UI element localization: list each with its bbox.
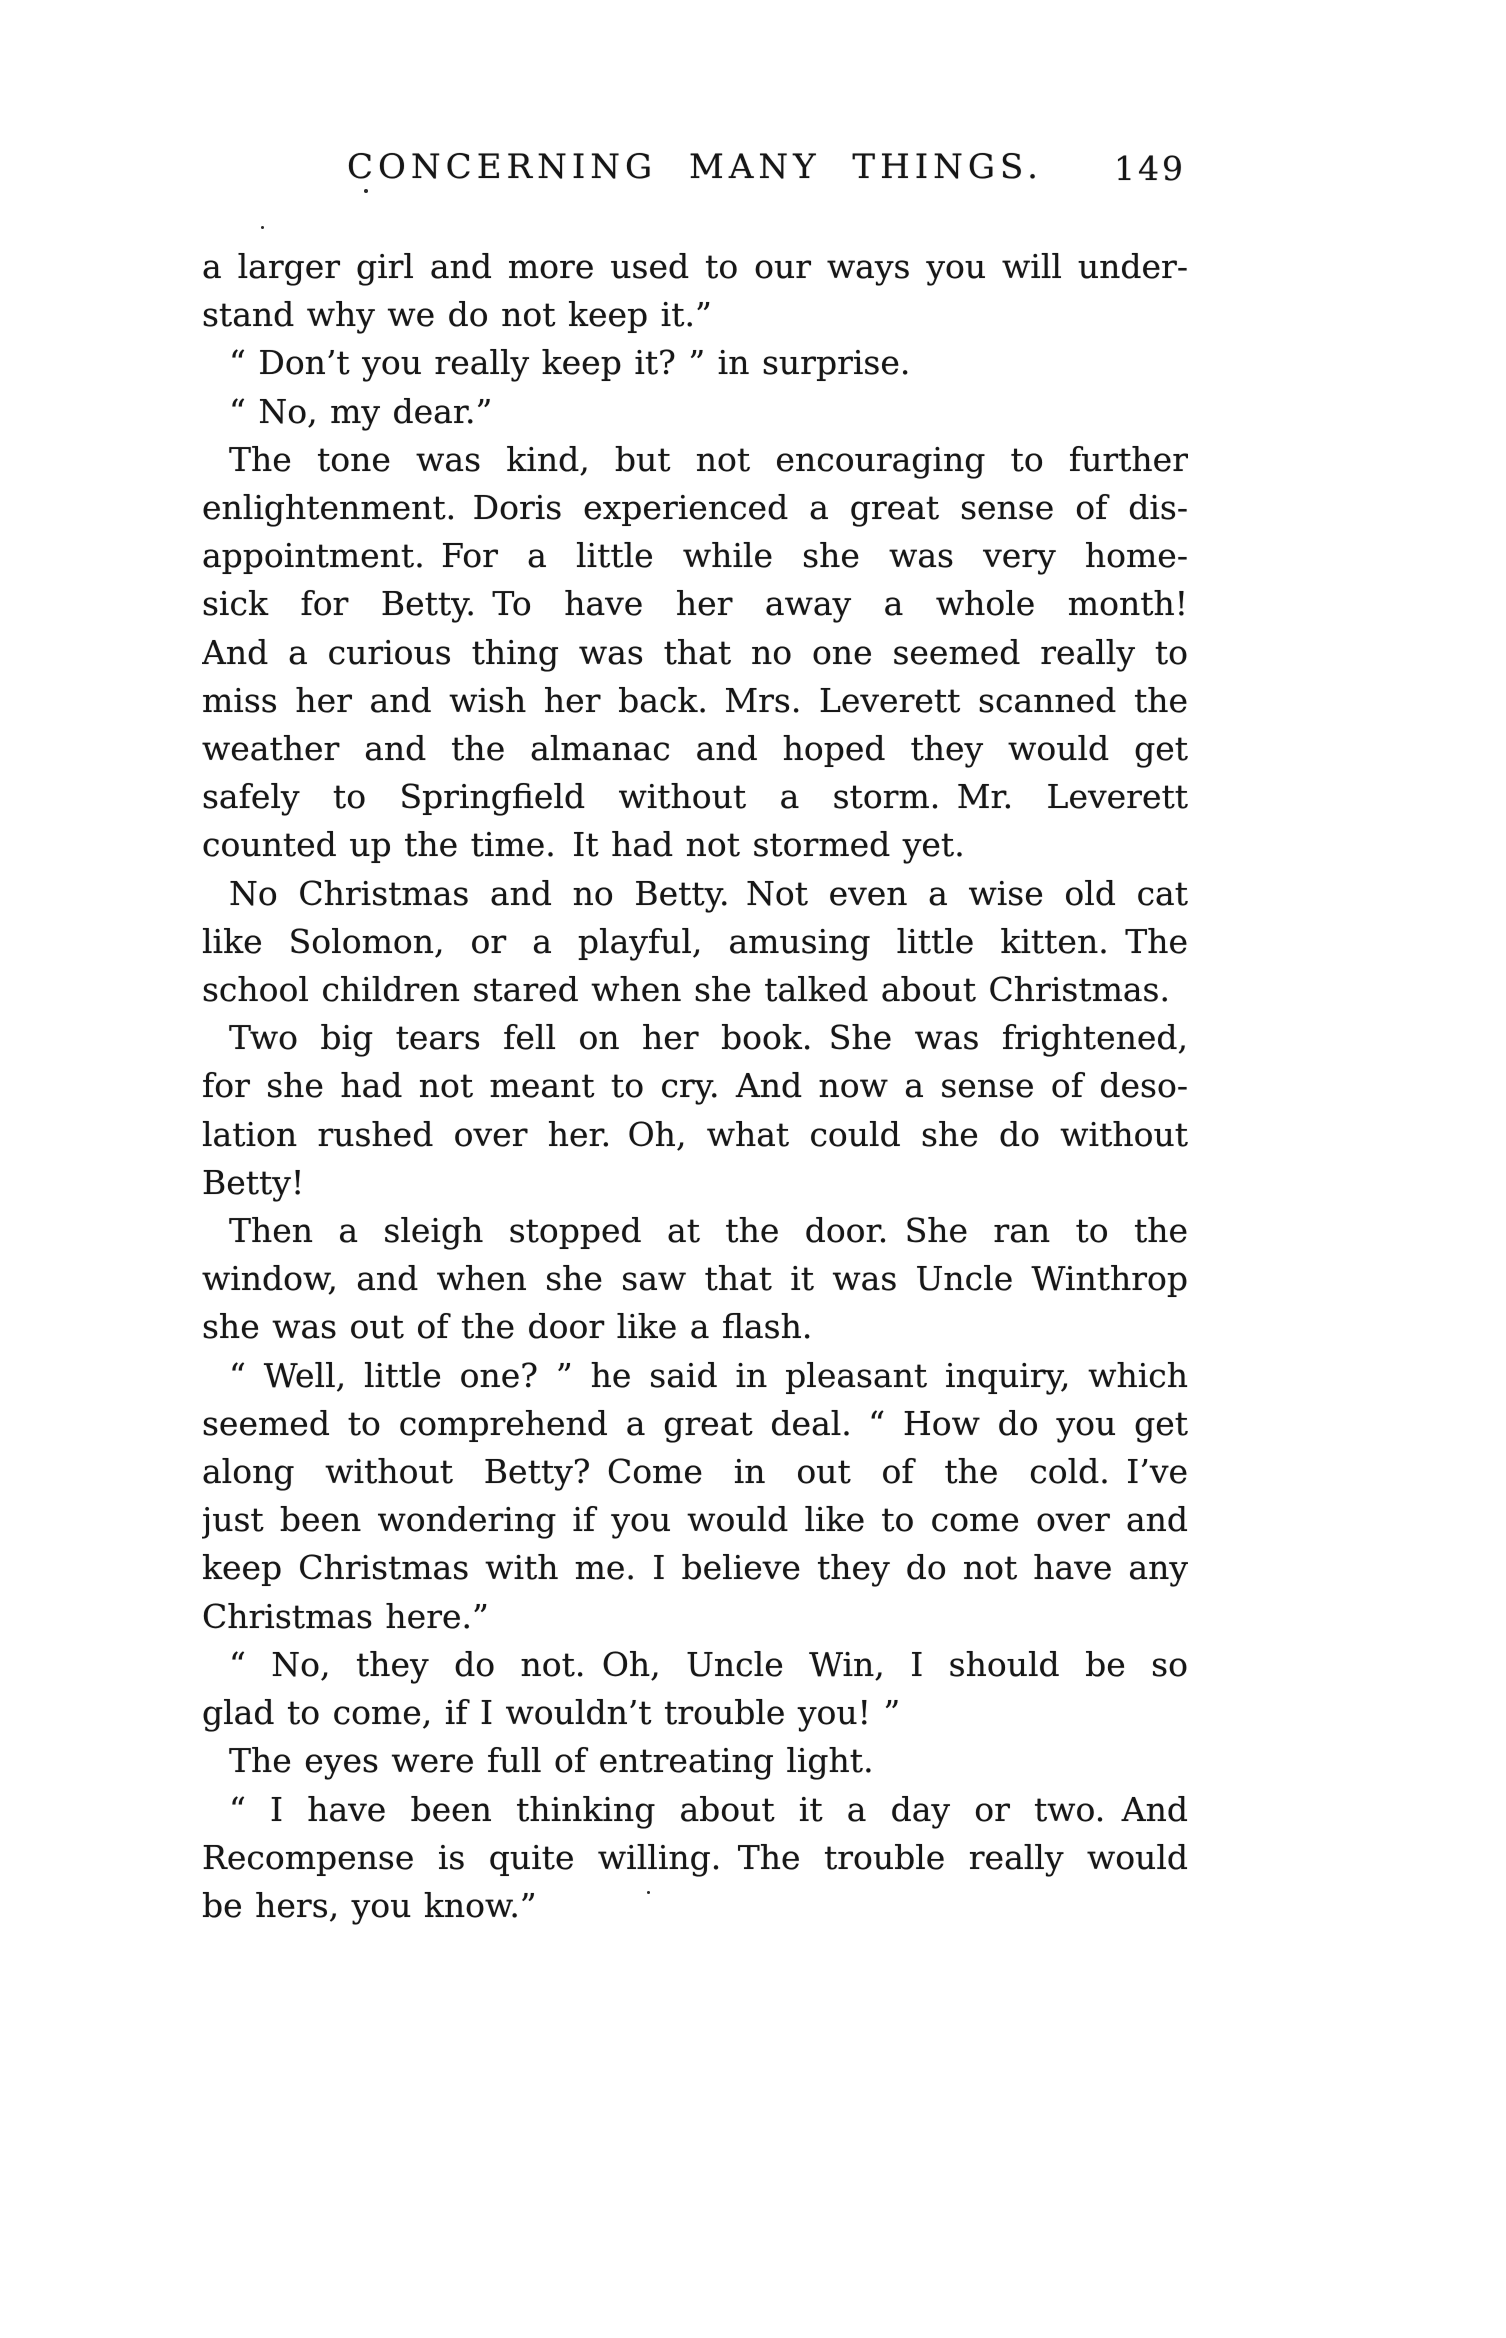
text-line: sick for Betty. To have her away a whole month! [202, 584, 1188, 624]
page-number: 149 [1114, 149, 1186, 188]
text-line: like Solomon, or a playful, amusing little kitten. The [202, 921, 1188, 961]
body-text [202, 243, 1188, 1930]
text-line: a larger girl and more used to our ways you will under- [202, 247, 1188, 286]
text-line: window, and when she saw that it was Uncle Winthrop [202, 1259, 1188, 1299]
text-line: keep Christmas with me. I believe they do not have any [202, 1548, 1188, 1588]
text-line: Recompense is quite willing. The trouble really would [202, 1837, 1188, 1877]
text-line: “ Well, little one? ” he said in pleasant inquiry, which [229, 1355, 1188, 1395]
text-line: “ No, my dear.” [229, 391, 493, 431]
text-line: “ No, they do not. Oh, Uncle Win, I should be so [229, 1644, 1188, 1684]
text-line: The tone was kind, but not encouraging to further [229, 439, 1188, 479]
text-line: weather and the almanac and hoped they would get [202, 729, 1188, 769]
text-line: lation rushed over her. Oh, what could she do without [202, 1114, 1188, 1154]
scan-speckle [261, 226, 264, 229]
text-line: The eyes were full of entreating light. [229, 1741, 874, 1781]
text-line: No Christmas and no Betty. Not even a wise old cat [229, 873, 1188, 913]
text-line: stand why we do not keep it.” [202, 295, 712, 335]
text-line: miss her and wish her back. Mrs. Leverett scanned the [202, 680, 1188, 720]
text-line: safely to Springfield without a storm. Mr. Leverett [202, 777, 1188, 817]
text-line: be hers, you know.” [202, 1885, 537, 1925]
text-line: along without Betty? Come in out of the cold. I’ve [202, 1452, 1188, 1492]
text-line: glad to come, if I wouldn’t trouble you! ” [202, 1693, 901, 1733]
text-line: Betty! [202, 1162, 305, 1202]
text-line: school children stared when she talked about Christmas. [202, 970, 1170, 1010]
text-line: seemed to comprehend a great deal. “ How do you get [202, 1403, 1188, 1443]
scan-speckle [364, 189, 368, 193]
text-line: enlightenment. Doris experienced a great sense of dis- [202, 488, 1188, 528]
text-line: Then a sleigh stopped at the door. She ran to the [229, 1211, 1188, 1251]
text-line: appointment. For a little while she was very home- [202, 536, 1188, 576]
chapter-title: CONCERNING MANY THINGS. [347, 147, 1043, 187]
text-line: Christmas here.” [202, 1596, 489, 1636]
text-line: for she had not meant to cry. And now a sense of deso- [202, 1066, 1188, 1106]
text-line: just been wondering if you would like to come over and [202, 1500, 1188, 1540]
text-line: And a curious thing was that no one seemed really to [202, 632, 1188, 672]
text-line: she was out of the door like a flash. [202, 1307, 813, 1347]
text-line: “ Don’t you really keep it? ” in surprise. [229, 343, 911, 383]
scan-speckle [647, 1891, 650, 1894]
text-line: Two big tears fell on her book. She was frightened, [229, 1018, 1188, 1058]
text-line: “ I have been thinking about it a day or two. And [229, 1789, 1188, 1829]
running-header [202, 144, 1188, 190]
text-line: counted up the time. It had not stormed yet. [202, 825, 965, 865]
